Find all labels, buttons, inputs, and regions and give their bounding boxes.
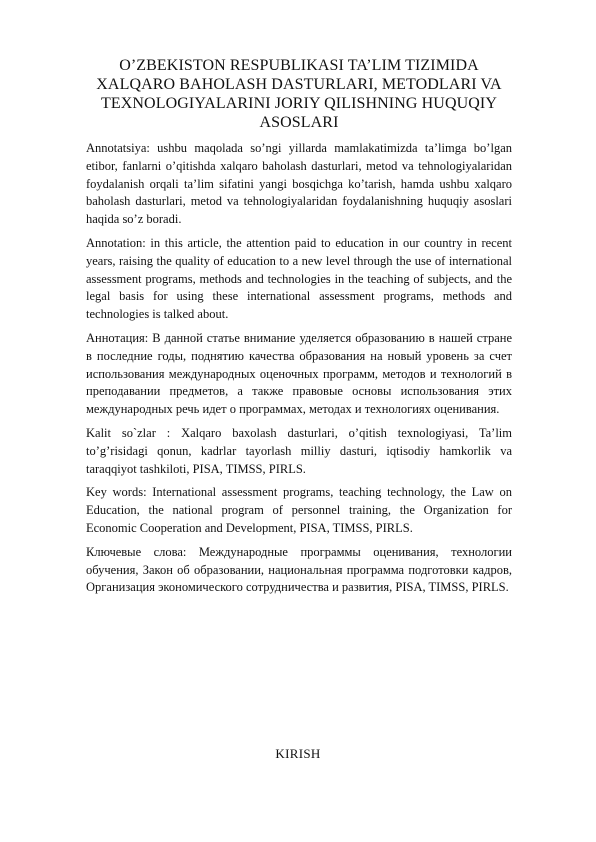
article-title: O’ZBEKISTON RESPUBLIKASI TA’LIM TIZIMIDA XALQARO BAHOLASH DASTURLARI, METODLARI VA TEXNOLOGIYALARINI JORIY QILISHNING HUQUQIY ASOSLARI (96, 57, 502, 131)
section-heading-introduction: KIRISH (275, 746, 321, 761)
keywords-english: Key words: International assessment programs, teaching technology, the Law on Education, the national program of personnel training, the Organization for Economic Cooperation and Development, PISA, TIMSS, PIRLS. (86, 485, 512, 535)
abstract-english: Annotation: in this article, the attention paid to education in our country in recent years, raising the quality of education to a new level through the use of international assessment programs, methods and technologies in the teaching of subjects, and the legal basis for using these international assessment programs, methods and technologies is talked about. (86, 235, 512, 322)
document-body (86, 56, 512, 603)
keywords-russian: Ключевые слова: Международные программы оценивания, технологии обучения, Закон об образовании, национальная программа подготовки кадров, Организация экономического сотрудничества и развития, PISA, TIMSS, PIRLS. (86, 544, 512, 595)
keywords-uzbek: Kalit so`zlar : Xalqaro baxolash dasturlari, o’qitish texnologiyasi, Ta’lim to’g’risidagi qonun, kadrlar tayorlash milliy dasturi, iqtisodiy hamkorlik va taraqqiyot tashkiloti, PISA, TIMSS, PIRLS. (86, 425, 512, 476)
abstract-uzbek: Annotatsiya: ushbu maqolada so’ngi yillarda mamlakatimizda ta’limga bo’lgan etibor, fanlarni o’qitishda xalqaro baholash dasturlari, metod va tehnologiyalaridan foydalanish orqali ta’lim sifatini yangi bosqichga ko’tarish, hamda ushbu xalqaro baholash dasturlari, metod va tehnologiyalaridan foydalanishning huquqiy asoslari haqida so’z boradi. (86, 141, 512, 227)
abstract-russian: Аннотация: В данной статье внимание уделяется образованию в нашей стране в последние годы, поднятию качества образования на новый уровень за счет использования международных оценочных программ, методов и технологий в преподавании предметов, а также правовые основы использования этих международных речь идет о программах, методах и технологиях оценивания. (86, 330, 512, 417)
